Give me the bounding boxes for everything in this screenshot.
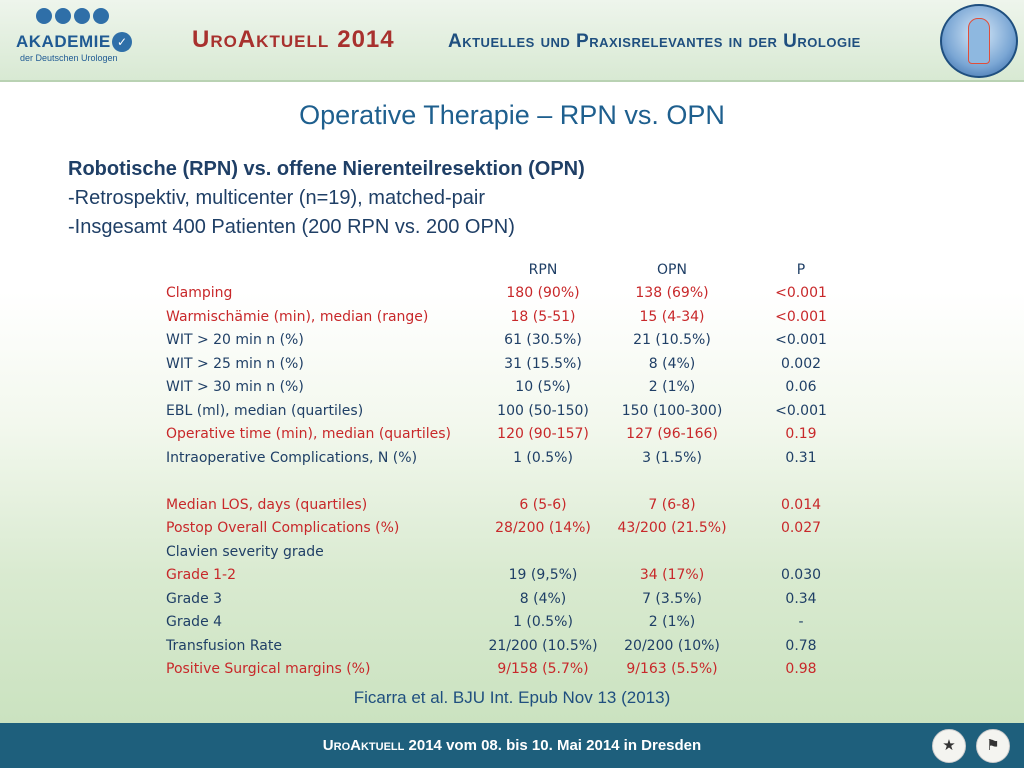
row-rpn: 18 (5-51)	[510, 308, 576, 325]
row-p: 0.027	[780, 520, 822, 537]
slide-header	[0, 0, 1024, 82]
row-label	[160, 470, 484, 494]
row-rpn: 9/158 (5.7%)	[497, 661, 589, 678]
row-p: 0.030	[780, 567, 822, 584]
row-label: Transfusion Rate	[166, 637, 282, 654]
row-p	[742, 470, 860, 494]
row-opn: 15 (4-34)	[639, 308, 705, 325]
row-opn: 21 (10.5%)	[633, 332, 711, 349]
table-header-row	[160, 258, 860, 282]
row-p: <0.001	[775, 285, 827, 302]
row-rpn: 10 (5%)	[515, 379, 571, 396]
row-label: WIT > 30 min n (%)	[166, 379, 304, 396]
table-row	[160, 376, 860, 400]
row-opn: 138 (69%)	[635, 285, 709, 302]
row-opn	[602, 540, 742, 564]
society-seal-icon: ★	[932, 729, 966, 763]
table-row	[160, 540, 860, 564]
row-label: Grade 1-2	[166, 567, 236, 584]
row-label: EBL (ml), median (quartiles)	[166, 402, 364, 419]
table-row	[160, 517, 860, 541]
row-label: Postop Overall Complications (%)	[166, 520, 400, 537]
slide-footer	[0, 723, 1024, 768]
row-label: Intraoperative Complications, N (%)	[166, 449, 418, 466]
row-rpn	[484, 540, 602, 564]
row-opn: 2 (1%)	[648, 614, 696, 631]
logo-word: AKADEMIE	[16, 32, 111, 51]
header-rpn: RPN	[528, 261, 558, 278]
table-row	[160, 493, 860, 517]
row-opn: 150 (100-300)	[621, 402, 723, 419]
row-opn: 8 (4%)	[648, 355, 696, 372]
row-opn: 9/163 (5.5%)	[626, 661, 718, 678]
intro-bullet: -Insgesamt 400 Patienten (200 RPN vs. 200 OPN)	[68, 216, 515, 238]
row-opn: 127 (96-166)	[626, 426, 718, 443]
row-opn	[602, 470, 742, 494]
row-rpn: 1 (0.5%)	[513, 614, 573, 631]
row-p: 0.31	[785, 449, 817, 466]
row-rpn: 6 (5-6)	[519, 496, 567, 513]
row-opn: 7 (3.5%)	[642, 590, 702, 607]
table-row	[160, 446, 860, 470]
row-p: -	[798, 614, 804, 631]
header-title	[192, 26, 395, 54]
table-row	[160, 658, 860, 682]
row-opn: 34 (17%)	[639, 567, 705, 584]
header-title-year: 2014	[337, 26, 395, 53]
row-rpn: 19 (9,5%)	[508, 567, 578, 584]
row-rpn: 100 (50-150)	[497, 402, 589, 419]
table-row	[160, 611, 860, 635]
row-label: Clamping	[166, 285, 233, 302]
citation: Ficarra et al. BJU Int. Epub Nov 13 (2013)	[353, 688, 671, 707]
row-label: WIT > 20 min n (%)	[166, 332, 304, 349]
table-row	[160, 282, 860, 306]
slide-title: Operative Therapie – RPN vs. OPN	[299, 100, 725, 130]
table-row	[160, 564, 860, 588]
row-p: 0.014	[780, 496, 822, 513]
row-p: 0.34	[785, 590, 817, 607]
row-p: 0.78	[785, 637, 817, 654]
row-rpn: 28/200 (14%)	[495, 520, 591, 537]
logo-subtitle: der Deutschen Urologen	[20, 53, 118, 63]
row-p: 0.98	[785, 661, 817, 678]
row-p: 0.002	[780, 355, 822, 372]
table-row	[160, 634, 860, 658]
logo-bubbles-icon	[36, 8, 112, 29]
row-opn: 43/200 (21.5%)	[617, 520, 727, 537]
intro-heading: Robotische (RPN) vs. offene Nierenteilresektion (OPN)	[68, 158, 585, 180]
header-p: P	[796, 261, 806, 278]
row-rpn: 21/200 (10.5%)	[488, 637, 598, 654]
row-rpn: 8 (4%)	[519, 590, 567, 607]
row-opn: 20/200 (10%)	[624, 637, 720, 654]
row-p: <0.001	[775, 332, 827, 349]
table-row	[160, 587, 860, 611]
row-label: Positive Surgical margins (%)	[166, 661, 371, 678]
table-spacer-row	[160, 470, 860, 494]
table-row	[160, 352, 860, 376]
header-subtitle: Aktuelles und Praxisrelevantes in der Urologie	[448, 31, 861, 52]
row-rpn: 180 (90%)	[506, 285, 580, 302]
footer-text	[0, 737, 1024, 754]
akademie-logo	[14, 6, 144, 72]
intro-bullet: -Retrospektiv, multicenter (n=19), matched-pair	[68, 187, 486, 209]
header-opn: OPN	[657, 261, 687, 278]
row-p: <0.001	[775, 402, 827, 419]
row-opn: 7 (6-8)	[648, 496, 696, 513]
footer-brand: UroAktuell	[322, 737, 405, 754]
row-rpn	[484, 470, 602, 494]
row-rpn: 120 (90-157)	[497, 426, 589, 443]
row-p: 0.06	[785, 379, 817, 396]
row-label: Median LOS, days (quartiles)	[166, 496, 368, 513]
row-label: Grade 3	[166, 590, 223, 607]
row-p: 0.19	[785, 426, 817, 443]
row-label: Warmischämie (min), median (range)	[166, 308, 429, 325]
row-label: Operative time (min), median (quartiles)	[166, 426, 452, 443]
header-title-brand: UroAktuell	[192, 26, 330, 53]
footer-event: 2014 vom 08. bis 10. Mai 2014 in Dresden	[408, 737, 702, 754]
row-rpn: 1 (0.5%)	[513, 449, 573, 466]
society-seal-icon: ⚑	[976, 729, 1010, 763]
row-label: WIT > 25 min n (%)	[166, 355, 304, 372]
row-p: <0.001	[775, 308, 827, 325]
intro-block	[68, 155, 585, 242]
header-label	[160, 258, 484, 282]
logo-mark-icon: ✓	[112, 32, 132, 52]
table-row	[160, 423, 860, 447]
row-label: Clavien severity grade	[166, 543, 324, 560]
row-opn: 3 (1.5%)	[642, 449, 702, 466]
results-table	[160, 258, 860, 681]
row-label: Grade 4	[166, 614, 223, 631]
anatomy-illustration-icon	[940, 4, 1018, 78]
table-row	[160, 399, 860, 423]
row-rpn: 31 (15.5%)	[504, 355, 582, 372]
table-row	[160, 329, 860, 353]
row-opn: 2 (1%)	[648, 379, 696, 396]
table-row	[160, 305, 860, 329]
row-p	[742, 540, 860, 564]
row-rpn: 61 (30.5%)	[504, 332, 582, 349]
